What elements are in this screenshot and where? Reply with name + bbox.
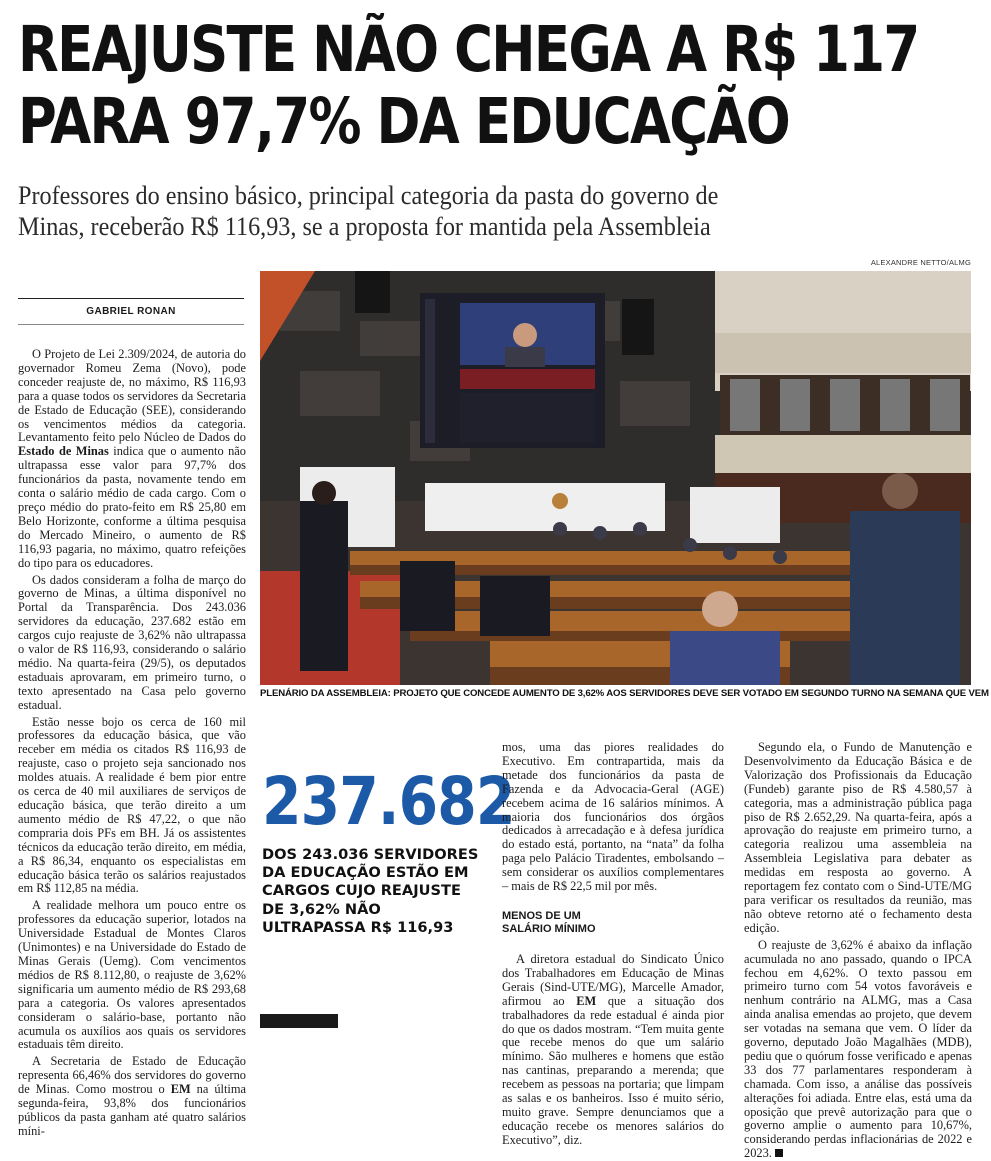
newspaper-abbrev: EM [576,993,597,1008]
subhead-line-1: Professores do ensino básico, principal categoria da pasta do governo de [18,181,719,210]
photo-credit: ALEXANDRE NETTO/ALMG [870,258,971,267]
article-column-1 [18,348,246,1141]
article-column-4 [744,740,972,1161]
end-of-article-mark [775,1149,783,1157]
section-heading-line-2: SALÁRIO MÍNIMO [502,923,596,935]
paragraph: A realidade melhora um pouco entre os professores da educação superior, lotados na Universidade Estadual de Montes Claros (Unimontes) e na Universidade do Estado de Minas Gerais (Uemg). Com vencimentos médios de R$ 8.112,80, o reajuste de 3,62% significaria um aumento médio de R$ 293,68 para a categoria. Os valores apresentados consideram o salário-base, portanto não acumula os auxílios aos quais os servidores estaduais têm direito. [18,898,246,1052]
paragraph: Estão nesse bojo os cerca de 160 mil professores da educação básica, que vão receber em média os citados R$ 116,93 de reajuste, caso o projeto seja sancionado nos moldes atuais. A realidade é bem pior entre os cerca de 40 mil auxiliares de serviços de educação básica, que terão direito a um aumento médio de R$ 47,22, o que não compraria dois PFs em BH. Já os assistentes técnicos da educação terão direito, em média, a R$ 86,34, enquanto os especialistas em educação básica terão os salários reajustados em R$ 112,85 na média. [18,714,246,896]
subhead-line-2: Minas, receberão R$ 116,93, se a proposta for mantida pela Assembleia [18,212,711,241]
newspaper-name: Estado de Minas [18,444,109,459]
paragraph [18,348,246,571]
section-heading-line-1: MENOS DE UM [502,910,581,922]
section-heading [502,910,724,936]
headline [18,13,919,158]
article-column-3-continued [502,952,724,1147]
paragraph-text: A Secretaria de Estado de Educação representa 66,46% dos servidores do governo de Minas. Como mostrou o [18,1054,246,1097]
headline-line-1: REAJUSTE NÃO CHEGA A R$ 117 [18,13,919,86]
paragraph-text: A diretora estadual do Sindicato Único dos Trabalhadores em Educação de Minas Gerais (Sind-UTE/MG), Marcelle Amador, afirmou ao [502,952,724,1008]
paragraph [502,953,724,1148]
subheadline [18,180,911,242]
paragraph: Segundo ela, o Fundo de Manutenção e Desenvolvimento da Educação Básica e de Valorização dos Profissionais da Educação (Fundeb) garante piso de R$ 4.580,57 à categoria, mas a administração pública paga piso de R$ 2.652,29. Na quarta-feira, após a aprovação do reajuste em primeiro turno, a categoria realizou uma assembleia na Assembleia Legislativa para debater as medidas em resposta ao governo. A reportagem fez contato com o Sind-UTE/MG para verificar os resultados da reunião, mas não obteve retorno até o fechamento desta edição. [744,740,972,935]
article-column-3 [502,740,724,894]
paragraph [18,1055,246,1138]
paragraph-text: O Projeto de Lei 2.309/2024, de autoria do governador Romeu Zema (Novo), pode conceder reajuste de, no máximo, R$ 116,93 para a quase todos os servidores da Secretaria de Estado de Educação (SEE), considerando os vencimentos médios da categoria. Levantamento feito pelo Núcleo de Dados do [18,347,246,445]
byline-rule-bottom [18,324,244,325]
plenary-illustration [260,271,971,685]
paragraph: mos, uma das piores realidades do Executivo. Em contrapartida, mais da metade dos funcionários da pasta de Fazenda e da Advocacia-Geral (AGE) recebem acima de 16 salários mínimos. A maioria dos funcionários dos órgãos dedicados à arrecadação e à defesa jurídica do estado está, portanto, na “nata” da folha paga pelo Palácio Tiradentes, embolsando – sem considerar os auxílios complementares – mais de R$ 22,5 mil por mês. [502,740,724,894]
paragraph: Os dados consideram a folha de março do governo de Minas, a última disponível no Portal da Transparência. Dos 243.036 servidores da educação, 237.682 estão em cargos cujo reajuste de 3,62% não ultrapassa o valor de R$ 116,93, considerando o salário médio. Na quarta-feira (29/5), os deputados estaduais aprovaram, em primeiro turno, o texto apresentado na Casa pelo governo estadual. [18,572,246,712]
decorative-bar [260,1014,338,1028]
paragraph-text: O reajuste de 3,62% é abaixo da inflação acumulada no ano passado, quando o IPCA fechou em 4,62%. O texto passou em primeiro turno com 54 votos favoráveis e nenhum contrário na ALMG, mas a Casa ainda analisa emendas ao projeto, que devem ser votadas na semana que vem. O líder da governo, deputado João Magalhães (MDB), pediu que o quórum fosse verificado e apenas 33 dos 77 parlamentares responderam à chamada. Com isso, a análise das possíveis alterações foi adiada. Entre elas, está uma da oposição que prevê autorização para que o governo amplie o aumento para 10,67%, considerando perdas inflacionárias de 2022 e 2023. [744,937,972,1161]
photo-caption: PLENÁRIO DA ASSEMBLEIA: PROJETO QUE CONCEDE AUMENTO DE 3,62% AOS SERVIDORES DEVE SER VOTADO EM SEGUNDO TURNO NA SEMANA QUE VEM [260,688,989,699]
newspaper-abbrev: EM [170,1082,191,1097]
paragraph [744,939,972,1161]
highlight-number: 237.682 [262,763,515,840]
highlight-text: DOS 243.036 SERVIDORES DA EDUCAÇÃO ESTÃO EM CARGOS CUJO REAJUSTE DE 3,62% NÃO ULTRAPASSA R$ 116,93 [262,846,479,936]
byline-rule-top [18,298,244,299]
paragraph-text: que a situação dos trabalhadores da rede estadual é ainda pior do que os dados mostram. “Tem muita gente que recebe menos do que um salário mínimo. São mulheres e homens que estão nas cantinas, preparando a merenda; que recebem as pessoas na portaria; que limpam as salas e os banheiros. Isso é muito sério, muito grave. Sempre denunciamos que a educação recebe os menores salários do Executivo”, diz. [502,993,724,1147]
byline: GABRIEL RONAN [86,306,176,317]
paragraph-text: indica que o aumento não ultrapassa esse valor para 97,7% dos funcionários da pasta, novamente tendo em conta o salário médio de cada cargo. Com o preço médio do prato-feito em R$ 25,80 em Belo Horizonte, conforme a última pesquisa do Mercado Mineiro, o aumento de R$ 116,93 pagaria, no máximo, quatro refeições do tipo para os educadores. [18,444,246,570]
paragraph-text: na última segunda-feira, 93,8% dos funcionários públicos da pasta ganham até quatro salários míni- [18,1082,246,1138]
plenary-photo [260,271,971,685]
headline-line-2: PARA 97,7% DA EDUCAÇÃO [18,85,790,158]
